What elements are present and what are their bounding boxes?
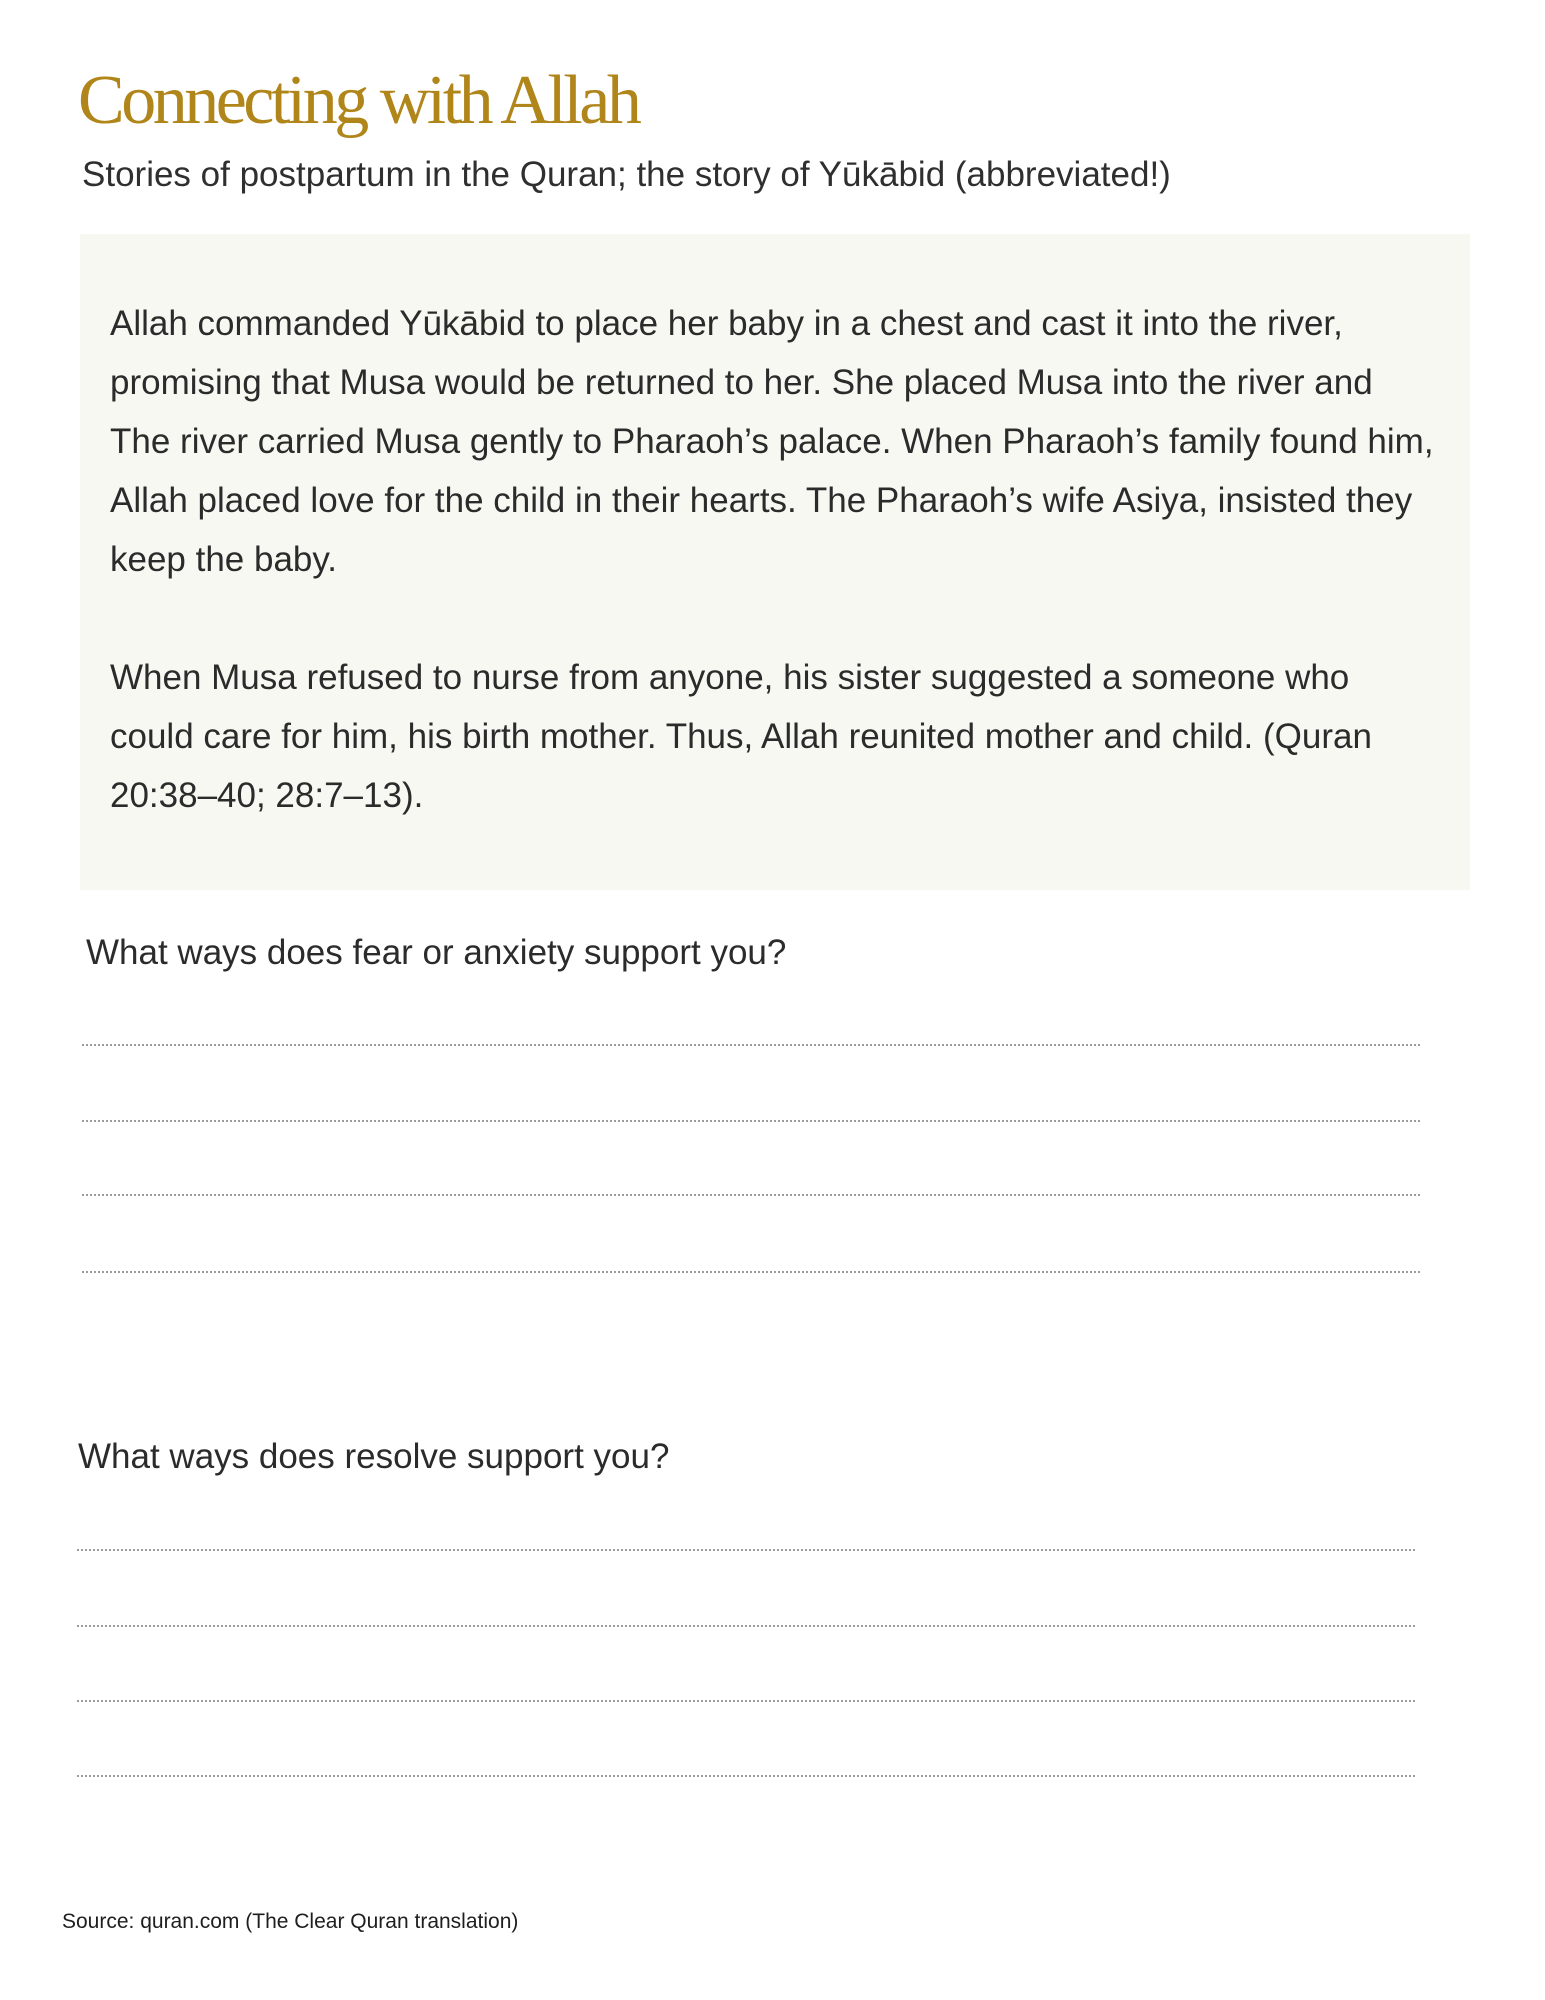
answer-line[interactable] (77, 1625, 1415, 1627)
answer-line[interactable] (82, 1194, 1420, 1196)
answer-line[interactable] (77, 1549, 1415, 1551)
question-resolve: What ways does resolve support you? (78, 1437, 670, 1476)
story-paragraph: Allah commanded Yūkābid to place her baby in a chest and cast it into the river, promising that Musa would be returned to her. She placed Musa into the river and The river carried Musa gently to Pharaoh’s palace. When Pharaoh’s family found him, Allah placed love for the child in their hearts. The Pharaoh’s wife Asiya, insisted they keep the baby. (110, 304, 1434, 579)
source-citation: Source: quran.com (The Clear Quran translation) (62, 1910, 519, 1933)
page-subtitle: Stories of postpartum in the Quran; the story of Yūkābid (abbreviated!) (82, 155, 1171, 194)
story-paragraph: When Musa refused to nurse from anyone, his sister suggested a someone who could care for him, his birth mother. Thus, Allah reunited mother and child. (Quran 20:38–40; 28:7–13). (110, 658, 1372, 815)
story-box (80, 234, 1470, 890)
answer-line[interactable] (77, 1775, 1415, 1777)
answer-line[interactable] (82, 1271, 1420, 1273)
page-title: Connecting with Allah (78, 62, 639, 139)
answer-line[interactable] (82, 1044, 1420, 1046)
answer-line[interactable] (77, 1700, 1415, 1702)
question-fear-anxiety: What ways does fear or anxiety support you? (86, 933, 787, 972)
answer-line[interactable] (82, 1120, 1420, 1122)
